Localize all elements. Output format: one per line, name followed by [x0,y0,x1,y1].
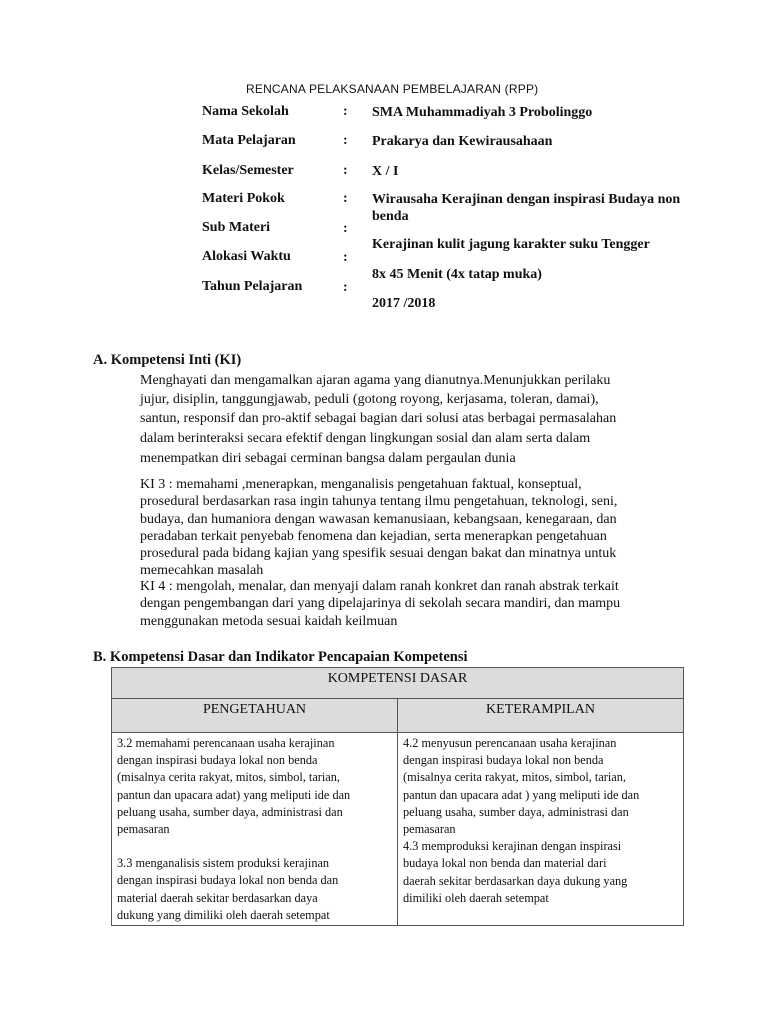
value-tahun-pelajaran: 2017 /2018 [372,296,436,311]
table-header-kompetensi-dasar: KOMPETENSI DASAR [112,668,684,699]
value-nama-sekolah: SMA Muhammadiyah 3 Probolinggo [372,105,593,120]
kd-line: daerah sekitar berdasarkan daya dukung yang [403,873,628,888]
kd-spacer [117,838,393,855]
ki-intro-line: dalam berinteraksi secara efektif dengan lingkungan sosial dan alam serta dalam [140,431,591,446]
label-kelas-semester: Kelas/Semester [202,163,294,178]
section-b-heading: B. Kompetensi Dasar dan Indikator Pencapaian Kompetensi [93,649,468,665]
ki-intro-line: Menghayati dan mengamalkan ajaran agama yang dianutnya.Menunjukkan perilaku [140,373,611,388]
ki-intro-line: menempatkan diri sebagai cerminan bangsa dalam pergaulan dunia [140,451,516,466]
ki-intro-line: santun, responsif dan pro-aktif sebagai bagian dari solusi atas berbagai permasalahan [140,411,617,426]
kd-line: dengan inspirasi budaya lokal non benda dan [117,873,339,888]
kd-line: 4.3 memproduksi kerajinan dengan inspirasi [403,839,622,854]
kd-line: dukung yang dimiliki oleh daerah setempat [117,907,330,922]
kd-line: dengan inspirasi budaya lokal non benda [403,753,604,768]
label-alokasi-waktu: Alokasi Waktu [202,249,291,264]
ki4-line: KI 4 : mengolah, menalar, dan menyaji dalam ranah konkret dan ranah abstrak terkait [140,579,619,594]
cell-pengetahuan [112,733,398,926]
kd-line: 4.2 menyusun perencanaan usaha kerajinan [403,736,617,750]
colon-alokasi-waktu: : [343,250,348,265]
kd-line: pemasaran [403,822,456,837]
kd-line: 3.3 menganalisis sistem produksi kerajinan [117,856,330,871]
kd-line: material daerah sekitar berdasarkan daya [117,890,318,905]
kd-line: pantun dan upacara adat ) yang meliputi ide dan [403,787,640,802]
colon-tahun-pelajaran: : [343,280,348,295]
column-header-pengetahuan: PENGETAHUAN [112,699,398,733]
kd-line: peluang usaha, sumber daya, administrasi dan [403,804,629,819]
kd-line: dengan inspirasi budaya lokal non benda [117,753,318,768]
value-materi-pokok: Wirausaha Kerajinan dengan inspirasi Budaya non benda [372,192,681,224]
label-tahun-pelajaran: Tahun Pelajaran [202,279,303,294]
ki-intro-line: jujur, disiplin, tanggungjawab, peduli (gotong royong, kerjasama, toleran, damai), [140,392,599,407]
label-materi-pokok: Materi Pokok [202,191,285,206]
ki4-line: menggunakan metoda sesuai kaidah keilmuan [140,613,398,629]
cell-keterampilan [398,733,684,926]
ki3-line: prosedural berdasarkan rasa ingin tahunya tentang ilmu pengetahuan, teknologi, seni, [140,494,618,510]
ki-intro-paragraph [140,371,685,468]
ki3-line: peradaban terkait penyebab fenomena dan kejadian, serta menerapkan pengetahuan [140,528,607,544]
value-kelas-semester: X / I [372,164,399,179]
document-title: RENCANA PELAKSANAAN PEMBELAJARAN (RPP) [246,82,539,96]
kd-line: dimiliki oleh daerah setempat [403,890,549,905]
kd-line: (misalnya cerita rakyat, mitos, simbol, tarian, [117,770,340,785]
kd-line: pemasaran [117,822,170,837]
ki3-line: budaya, dan humaniora dengan wawasan kemanusiaan, kebangsaan, kenegaraan, dan [140,511,617,527]
colon-kelas-semester: : [343,163,348,178]
kd-line: (misalnya cerita rakyat, mitos, simbol, tarian, [403,770,626,785]
kd-line: peluang usaha, sumber daya, administrasi dan [117,804,343,819]
value-mata-pelajaran: Prakarya dan Kewirausahaan [372,134,553,149]
column-header-keterampilan: KETERAMPILAN [398,699,684,733]
ki3-paragraph [140,476,685,580]
colon-materi-pokok: : [343,191,348,206]
kompetensi-dasar-table [111,667,684,926]
value-sub-materi: Kerajinan kulit jagung karakter suku Tengger [372,237,650,252]
colon-mata-pelajaran: : [343,133,348,148]
label-nama-sekolah: Nama Sekolah [202,104,289,119]
kd-line: pantun dan upacara adat) yang meliputi ide dan [117,787,351,802]
section-a-heading: A. Kompetensi Inti (KI) [93,352,242,368]
ki3-line: memecahkan masalah [140,563,264,579]
ki3-line: KI 3 : memahami ,menerapkan, menganalisis pengetahuan faktual, konseptual, [140,477,582,492]
colon-sub-materi: : [343,221,348,236]
label-sub-materi: Sub Materi [202,220,271,235]
colon-nama-sekolah: : [343,104,348,119]
ki3-line: prosedural pada bidang kajian yang spesifik sesuai dengan bakat dan minatnya untuk [140,546,617,562]
kd-line: 3.2 memahami perencanaan usaha kerajinan [117,736,335,750]
ki4-line: dengan pengembangan dari yang dipelajarinya di sekolah secara mandiri, dan mampu [140,596,621,612]
label-mata-pelajaran: Mata Pelajaran [202,133,296,148]
ki4-paragraph [140,578,685,630]
kd-line: budaya lokal non benda dan material dari [403,856,607,871]
value-alokasi-waktu: 8x 45 Menit (4x tatap muka) [372,267,542,282]
